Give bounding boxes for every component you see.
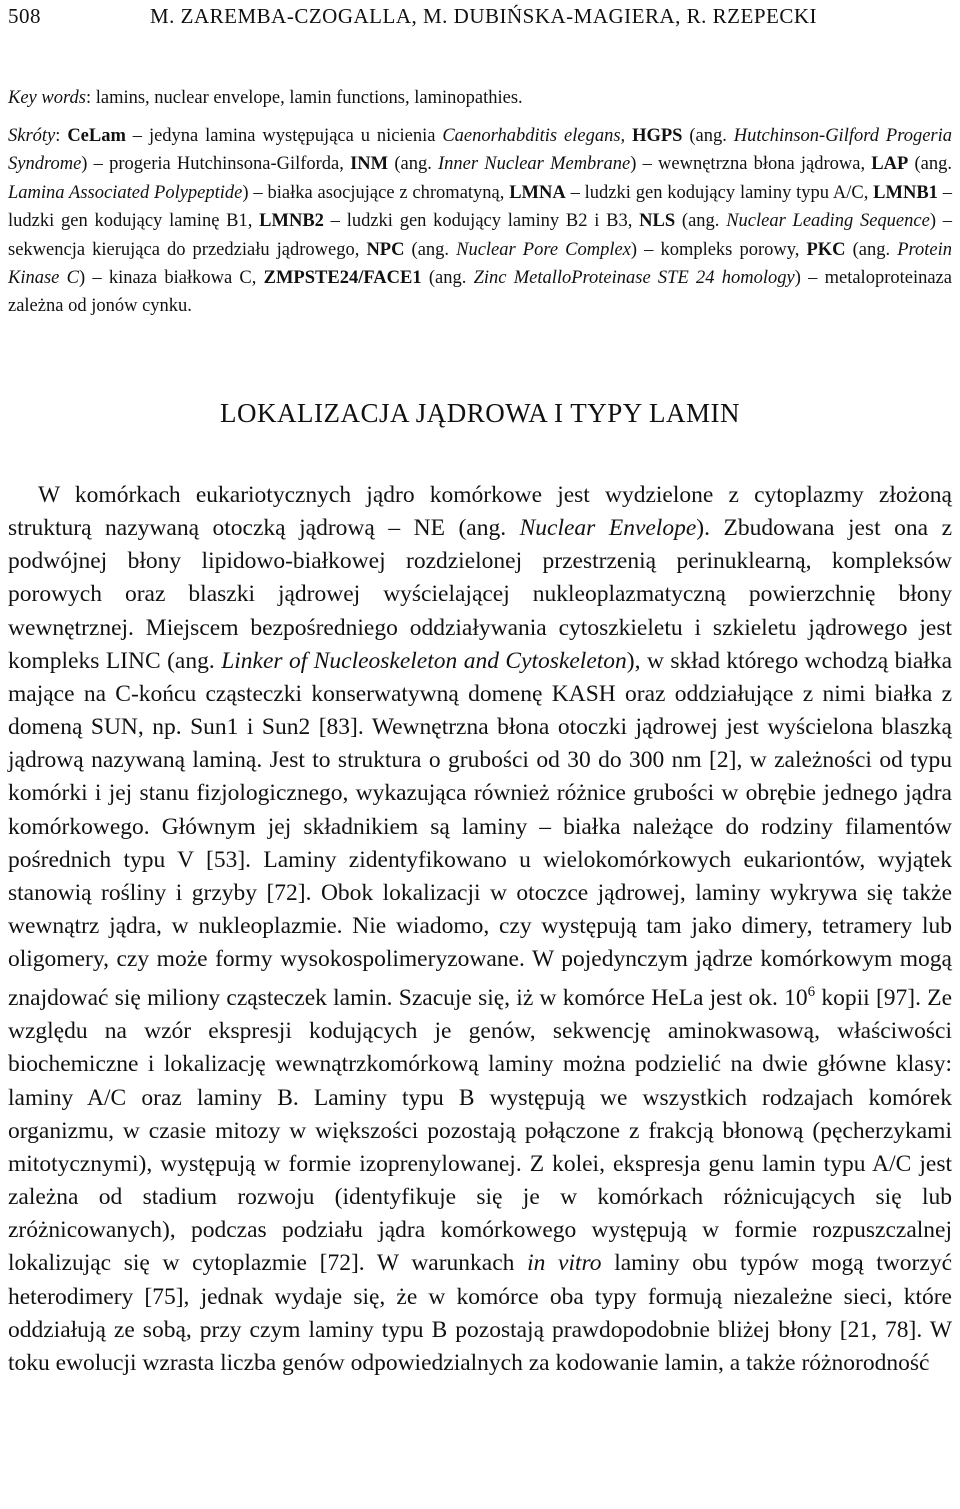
body-italic-term: Linker of Nucleoskeleton and Cytoskeleton [221,647,627,674]
abbrev-term: LMNB1 [873,182,938,203]
abbrev-english: Protein Kinase C [8,239,953,289]
abbrev-term: HGPS [632,126,683,146]
body-text-segment: laminy obu typów mogą tworzyć heterodimery [75], jednak wydaje się, że w komórce oba typy formują niezależne sieci, które oddziałują ze sobą, przy czym laminy typu B pozostają prawdopodobnie bliżej błony [21, 78]. W toku ewolucji wzrasta liczba genów odpowiedzialnych za kodowanie lamin, a także różnorodność [8,1250,952,1376]
abbrev-text: ) – białka asocjujące z chromatyną, [242,182,510,203]
abbrev-english: Inner Nuclear Membrane [438,154,631,175]
abbrev-text: (ang. [404,239,457,260]
abbrev-term: LAP [871,154,909,175]
abbrev-term: LMNB2 [259,211,324,232]
abbrev-text: (ang. [388,154,439,175]
abbrev-english: Nuclear Pore Complex [456,239,631,260]
abbrev-text: – ludzki gen kodujący laminy B2 i B3, [323,211,640,232]
body-text-segment: ), w skład którego wchodzą białka mające na C-końcu cząsteczki konserwatywną domenę KASH oraz oddziałujące z nimi białka z domeną SUN, np. Sun1 i Sun2 [83]. Wewnętrzna błona otoczki jądrowej jest wyścielona blaszką jądrową nazywaną laminą. Jest to struktura o grubości od 30 do 300 nm [2], w zależności od typu komórki i jej stanu fizjologicznego, wykazująca również różnice grubości w obrębie jednego jądra komórkowego. Głównym jej składnikiem są laminy – białka należące do rodziny filamentów pośrednich typu V [53]. Laminy zidentyfikowano u wielokomórkowych eukariontów, wyjątek stanowią rośliny i grzyby [72]. Obok lokalizacji w otoczce jądrowej, laminy wykrywa się także wewnątrz jądra, w nukleoplazmie. Nie wiadomo, czy występują tam jako dimery, tetramery lub oligomery, czy może formy wysokospolimeryzowane. W pojedynczym jądrze komórkowym mogą znajdować się miliony cząsteczek lamin. Szacuje się, iż w komórce HeLa jest ok. 10 [8,647,953,1012]
abbrev-text: (ang. [675,211,727,232]
abbrev-text: ) – kompleks porowy, [630,239,807,260]
abbrev-text: (ang. [682,126,734,146]
body-italic-term: Nuclear Envelope [519,515,697,542]
section-heading: LOKALIZACJA JĄDROWA I TYPY LAMIN [220,398,740,428]
exponent: 6 [807,984,816,1001]
abbrev-latin: Caenorhabditis elegans, [442,126,626,146]
abbrev-term: CeLam [67,126,126,146]
body-text-segment: ). Zbudowana jest ona z podwójnej błony lipidowo-białkowej rozdzielonej przestrzenią perinuklearną, kompleksów porowych oraz blaszki jądrowej wyścielającej nukleoplazmatyczną powierzchnię błony wewnętrznej. Miejscem bezpośredniego oddziaływania cytoszkieletu i szkieletu jądrowego jest kompleks LINC (ang. [8,515,953,674]
abbreviations-label: Skróty [8,126,56,146]
abbrev-english: Nuclear Leading Sequence [726,211,930,232]
body-text-segment: kopii [97]. Ze względu na wzór ekspresji kodujących je genów, sekwencję aminokwasową, właściwości biochemiczne i lokalizację wewnątrzkomórkową laminy można podzielić na dwie główne klasy: laminy A/C oraz laminy B. Laminy typu B występują we wszystkich rodzajach komórek organizmu, w czasie mitozy w większości pozostają połączone z frakcją błonową (pęcherzykami mitotycznymi), występują w formie izoprenylowanej. Z kolei, ekspresja genu lamin typu A/C jest zależna od stadium rozwoju (identyfikuje się je w komórkach różnicujących się lub zróżnicowanych), podczas podziału jądra komórkowego występują w formie rozpuszczalnej lokalizując się w cytoplazmie [72]. W warunkach [8,985,953,1277]
abbreviations [8,122,952,321]
abbrev-term: ZMPSTE24/FACE1 [263,268,422,289]
abbrev-term: NPC [366,239,405,260]
abbrev-english: Zinc MetalloProteinase STE 24 homology [473,268,795,289]
body-paragraph [8,479,952,1380]
keywords [8,84,952,112]
abbrev-text: ) – wewnętrzna błona jądrowa, [630,154,872,175]
abbrev-text: ) – sekwencja kierująca do przedziału jądrowego, [8,211,952,260]
page-number: 508 [8,4,41,28]
abbrev-text: (ang. [845,239,898,260]
abbrev-term: LMNA [509,182,566,203]
keywords-text: : lamins, nuclear envelope, lamin functions, laminopathies. [85,88,523,108]
abbrev-text: (ang. [421,268,474,289]
body-text-segment: W komórkach eukariotycznych jądro komórkowe jest wydzielone z cytoplazmy złożoną strukturą nazywaną otoczką jądrową – NE (ang. [8,482,952,542]
abbrev-text: ) – kinaza białkowa C, [78,268,264,289]
abbrev-term: NLS [639,211,676,232]
running-authors: M. ZAREMBA-CZOGALLA, M. DUBIŃSKA-MAGIERA, R. RZEPECKI [150,4,817,28]
abbrev-text: – ludzki gen kodujący laminę B1, [8,182,953,232]
abbrev-english: Lamina Associated Polypeptide [8,182,243,203]
keywords-label: Key words [8,88,86,108]
abbrev-text: ) – progeria Hutchinsona-Gilforda, [81,154,351,175]
abbrev-english: Hutchinson-Gilford Progeria Syndrome [8,126,953,175]
abbrev-term: PKC [806,239,846,260]
abbrev-text: ) – metaloproteinaza zależna od jonów cynku. [8,268,952,317]
abbrev-text: : [55,126,68,146]
abbrev-term: INM [350,154,389,175]
body-italic-term: in vitro [527,1250,602,1277]
abbrev-text: – jedyna lamina występująca u nicienia [125,126,443,146]
abbrev-text: (ang. [908,154,952,175]
abbrev-text: – ludzki gen kodujący laminy typu A/C, [565,182,874,203]
